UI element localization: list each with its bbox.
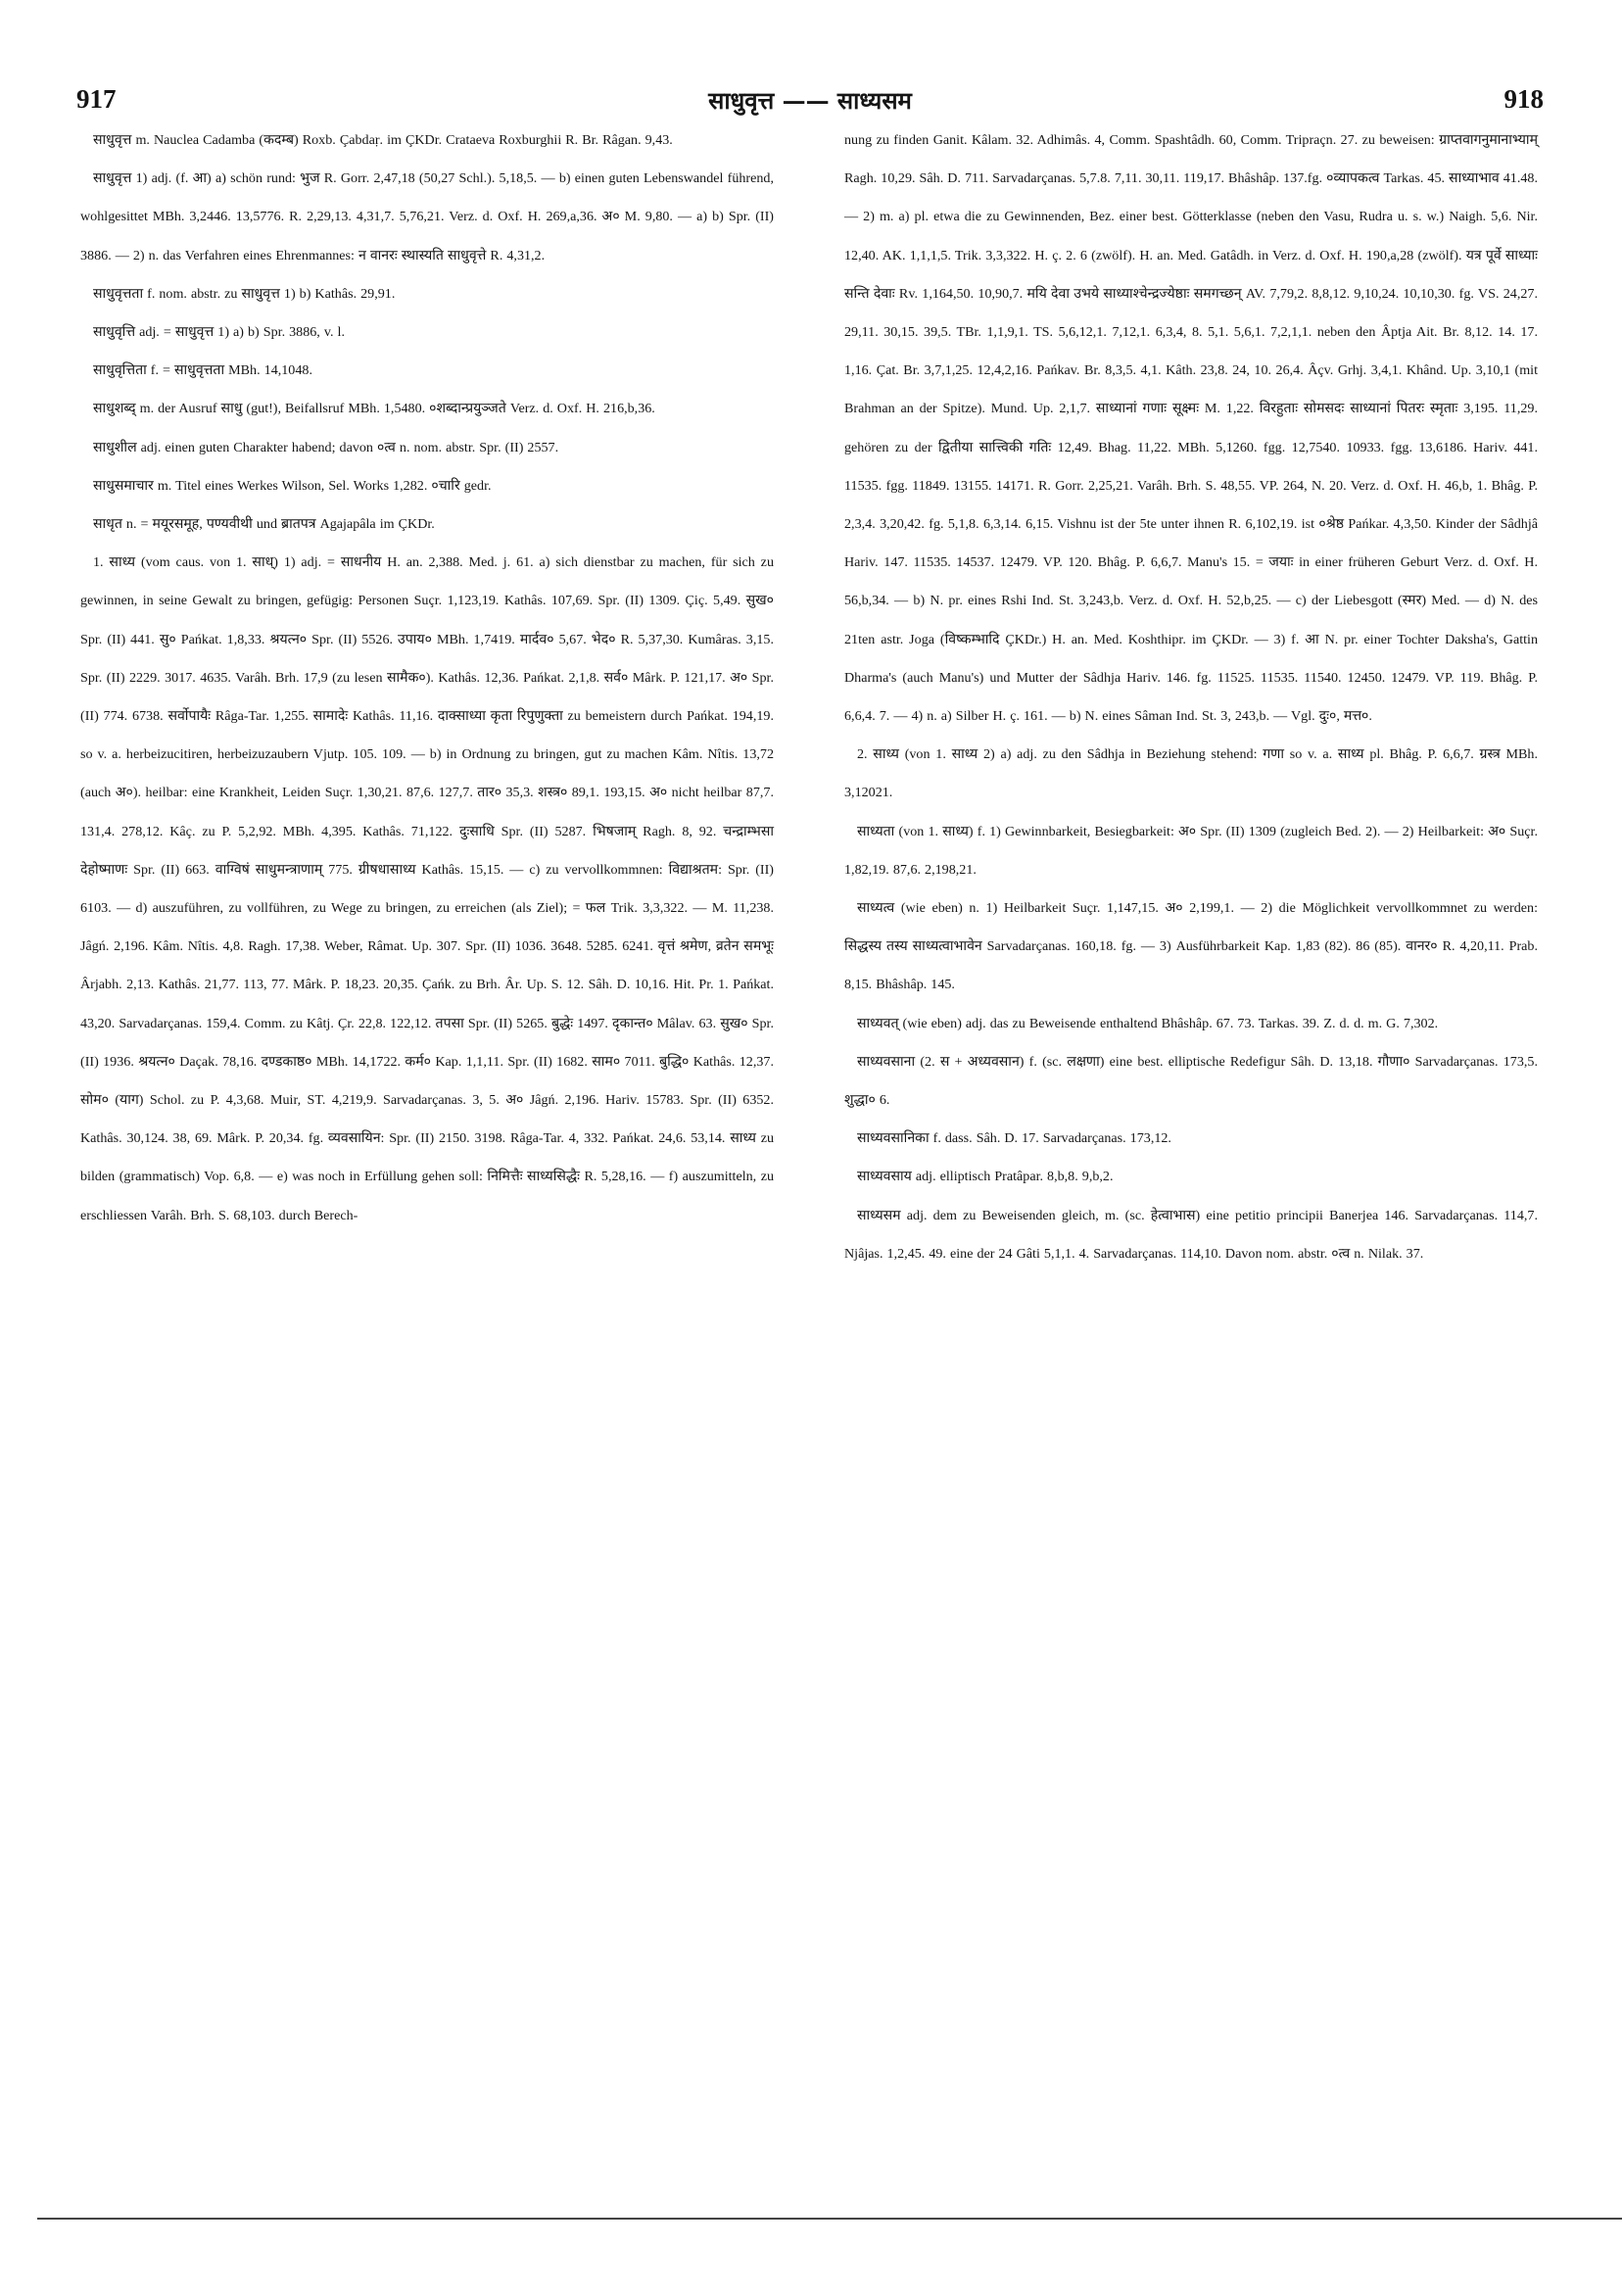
entry-sadhyavat: साध्यवत् (wie eben) adj. das zu Beweisende enthaltend Bhâshâp. 67. 73. Tarkas. 39. Z. d. d. m. G. 7,302. xyxy=(857,1015,1439,1031)
entry-sadhrta: साधृत n. = मयूरसमूह, पण्यवीथी und ब्रातपत्र Agajapâla im ÇKDr. xyxy=(93,516,435,533)
left-column xyxy=(80,121,774,1235)
entry-sadhuvrtti: साधुवृत्ति adj. = साधुवृत्त 1) a) b) Spr. 3886, v. l. xyxy=(93,324,345,341)
right-column xyxy=(844,121,1538,1273)
entry-sadhya-1: 1. साध्य (vom caus. von 1. साध्) 1) adj. = साधनीय H. an. 2,388. Med. j. 61. a) sich dienstbar zu machen, für sich zu gewinnen, in seine Gewalt zu bringen, gefügig: Personen Suçr. 1,123,19. Kathâs. 107,69. Spr. (II) 1309. Çiç. 5,49. सुख० Spr. (II) 441. सु० Pańkat. 1,8,33. श्रयत्न० Spr. (II) 5526. उपाय० MBh. 1,7419. मार्दव० 5,67. भेद० R. 5,37,30. Kumâras. 3,15. Spr. (II) 2229. 3017. 4635. Varâh. Brh. 17,9 (zu lesen सामैक०). Kathâs. 12,36. Pańkat. 2,1,8. सर्व० Mârk. P. 121,17. अ० Spr. (II) 774. 6738. सर्वोपायैः Râga-Tar. 1,255. सामादेः Kathâs. 11,16. दाक्साध्या कृता रिपुणुक्ता zu bemeistern durch Pańkat. 194,19. so v. a. herbeizucitiren, herbeizuzaubern Vjutp. 105. 109. — b) in Ordnung zu bringen, gut zu machen Kâm. Nîtis. 13,72 (auch अ०). heilbar: eine Krankheit, Leiden Suçr. 1,30,21. 87,6. 127,7. तार० 35,3. शस्त्र० 89,1. 193,15. अ० nicht heilbar 87,7. 131,4. 278,12. Kâç. zu P. 5,2,92. MBh. 4,395. Kathâs. 71,122. दुःसाधि Spr. (II) 5287. भिषजाम् Ragh. 8, 92. चन्द्राम्भसा देहोष्माणः Spr. (II) 663. वाग्विषं साधुमन्त्राणाम् 775. ग्रीषधासाध्य Kathâs. 15,15. — c) zu vervollkommnen: विद्याश्रतम: Spr. (II) 6103. — d) auszuführen, zu vollführen, zu Wege zu bringen, zu erreichen (als Ziel); = फल Trik. 3,3,322. — M. 11,238. Jâgń. 2,196. Kâm. Nîtis. 4,8. Ragh. 17,38. Weber, Râmat. Up. 307. Spr. (II) 1036. 3648. 5285. 6241. वृत्तं श्रमेण, व्रतेन समभूः Ârjabh. 2,13. Kathâs. 21,77. 113, 77. Mârk. P. 18,23. 20,35. Çańk. zu Brh. Âr. Up. S. 12. Sâh. D. 10,16. Hit. Pr. 1. Pańkat. 43,20. Sarvadarçanas. 159,4. Comm. zu Kâtj. Çr. 22,8. 122,12. तपसा Spr. (II) 5265. बुद्धेः 1497. दृकान्त० Mâlav. 63. सुख० Spr. (II) 1936. श्रयत्न० Daçak. 78,16. दण्डकाष्ठ० MBh. 14,1722. कर्म० Kap. 1,1,11. Spr. (II) 1682. साम० 7011. बुद्धि० Kathâs. 12,37. सोम० (याग) Schol. zu P. 4,3,68. Muir, ST. 4,219,9. Sarvadarçanas. 3, 5. अ० Jâgń. 2,196. Hariv. 15783. Spr. (II) 6352. Kathâs. 30,124. 38, 69. Mârk. P. 20,34. fg. व्यवसायिन: Spr. (II) 2150. 3198. Râga-Tar. 4, 332. Pańkat. 24,6. 53,14. साध्य zu bilden (grammatisch) Vop. 6,8. — e) was noch in Erfüllung gehen soll: निमित्तैः साध्यसिद्धैः R. 5,28,16. — f) auszumitteln, zu erschliessen Varâh. Brh. S. 68,103. durch Berech- xyxy=(80,554,774,1223)
entry-sadhyavasana: साध्यवसाना (2. स + अध्यवसान) f. (sc. लक्षणा) eine best. elliptische Redefigur Sâh. D. 13,18. गौणा० Sarvadarçanas. 173,5. शुद्धा० 6. xyxy=(844,1053,1538,1109)
footer-rule xyxy=(37,2218,1622,2220)
running-head: साधुवृत्त —— साध्यसम xyxy=(708,86,912,115)
entry-sadhusabda: साधुशब्द् m. der Ausruf साधु (gut!), Beifallsruf MBh. 1,5480. ०शब्दान्प्रयुञ्जते Verz. d. Oxf. H. 216,b,36. xyxy=(93,401,655,417)
entry-sadhuvrtta-nauclea: साधुवृत्त m. Nauclea Cadamba (कदम्ब) Roxb. Çabdaṛ. im ÇKDr. Crataeva Roxburghii R. Br. Râgan. 9,43. xyxy=(93,132,673,148)
entry-sadhya-1-continued: nung zu finden Ganit. Kâlam. 32. Adhimâs. 4, Comm. Spashtâdh. 60, Comm. Tripraçn. 27. zu beweisen: ग्राप्तवागनुमानाभ्याम् Ragh. 10,29. Sâh. D. 711. Sarvadarçanas. 5,7.8. 7,11. 30,11. 119,17. Bhâshâp. 137.fg. ०व्यापकत्व Tarkas. 45. साध्याभाव 41.48. — 2) m. a) pl. etwa die zu Gewinnenden, Bez. einer best. Götterklasse (neben den Vasu, Rudra u. s. w.) Naigh. 5,6. Nir. 12,40. AK. 1,1,1,5. Trik. 3,3,322. H. ç. 2. 6 (zwölf). H. an. Med. Gatâdh. in Verz. d. Oxf. H. 190,a,28 (zwölf). यत्र पूर्वे साध्याः सन्ति देवाः Rv. 1,164,50. 10,90,7. मयि देवा उभये साध्याश्चेन्द्रज्येष्ठाः समगच्छन् AV. 7,79,2. 8,8,12. 9,10,24. 10,10,30. fg. VS. 24,27. 29,11. 30,15. 39,5. TBr. 1,1,9,1. TS. 5,6,12,1. 7,12,1. 6,3,4, 8. 5,1. 5,6,1. 7,2,1,1. neben den Âptja Ait. Br. 8,12. 14. 17. 1,16. Çat. Br. 3,7,1,25. 12,4,2,16. Pańkav. Br. 8,3,5. 4,1. Kâth. 23,8. 24, 10. 26,4. Âçv. Grhj. 3,4,1. Khând. Up. 3,10,1 (mit Brahman an der Spitze). Mund. Up. 2,1,7. साध्यानां गणाः सूक्ष्मः M. 1,22. विरहुताः सोमसदः साध्यानां पितरः स्मृताः 3,195. 11,29. gehören zu der द्वितीया सात्त्विकी गतिः 12,49. Bhag. 11,22. MBh. 5,1260. fgg. 12,7540. 10933. fgg. 13,6186. Hariv. 441. 11535. fgg. 11849. 13155. 14171. R. Gorr. 2,25,21. Varâh. Brh. S. 48,55. VP. 264, N. 20. Verz. d. Oxf. H. 46,b, 1. Bhâg. P. 2,3,4. 3,20,42. fg. 5,1,8. 6,3,14. 6,15. Vishnu ist der 5te unter ihnen R. 6,102,19. ist ०श्रेष्ठ Pańkar. 4,3,50. Kinder der Sâdhjâ Hariv. 147. 11535. 14537. 12479. VP. 120. Bhâg. P. 6,6,7. Manu's 15. = जयाः in einer früheren Geburt Verz. d. Oxf. H. 56,b,34. — b) N. pr. eines Rshi Ind. St. 3,243,b. Verz. d. Oxf. H. 52,b,25. — c) der Liebesgott (स्मर) Med. — d) N. des 21ten astr. Joga (विष्कम्भादि ÇKDr.) H. an. Med. Koshthipr. im ÇKDr. — 3) f. आ N. pr. einer Tochter Daksha's, Gattin Dharma's (auch Manu's) und Mutter der Sâdhja Hariv. 146. fg. 11525. 11535. 11540. 12450. 12479. VP. 119. Bhâg. P. 6,6,4. 7. — 4) n. a) Silber H. ç. 161. — b) N. eines Sâman Ind. St. 3, 243,b. — Vgl. दुः०, मत्त०. xyxy=(844,132,1538,725)
entry-sadhya-2: 2. साध्य (von 1. साध्य 2) a) adj. zu den Sâdhja in Beziehung stehend: गणा so v. a. साध्य pl. Bhâg. P. 6,6,7. ग्रस्त्र MBh. 3,12021. xyxy=(844,746,1538,801)
page-number-left: 917 xyxy=(76,84,117,114)
entry-sadhuvrttata: साधुवृत्तता f. nom. abstr. zu साधुवृत्त 1) b) Kathâs. 29,91. xyxy=(93,285,396,302)
entry-sadhyavasaya: साध्यवसाय adj. elliptisch Pratâpar. 8,b,8. 9,b,2. xyxy=(857,1169,1114,1185)
entry-sadhusila: साधुशील adj. einen guten Charakter habend; davon ०त्व n. nom. abstr. Spr. (II) 2557. xyxy=(93,439,559,455)
entry-sadhusamacara: साधुसमाचार m. Titel eines Werkes Wilson, Sel. Works 1,282. ०चारि gedr. xyxy=(93,477,492,494)
entry-sadhyavasanika: साध्यवसानिका f. dass. Sâh. D. 17. Sarvadarçanas. 173,12. xyxy=(857,1130,1171,1147)
entry-sadhuvrtta-adj: साधुवृत्त 1) adj. (f. आ) a) schön rund: भुज R. Gorr. 2,47,18 (50,27 Schl.). 5,18,5. — b) einen guten Lebenswandel führend, wohlgesittet MBh. 3,2446. 13,5776. R. 2,29,13. 4,31,7. 5,76,21. Verz. d. Oxf. H. 269,a,36. अ० M. 9,80. — a) b) Spr. (II) 3886. — 2) n. das Verfahren eines Ehrenmannes: न वानरः स्थास्यति साधुवृत्ते R. 4,31,2. xyxy=(80,170,774,263)
entry-sadhyatva: साध्यत्व (wie eben) n. 1) Heilbarkeit Suçr. 1,147,15. अ० 2,199,1. — 2) die Möglichkeit vervollkommnet zu werden: सिद्धस्य तस्य साध्यत्वाभावेन Sarvadarçanas. 160,18. fg. — 3) Ausführbarkeit Kap. 1,83 (82). 86 (85). वानर० R. 4,20,11. Prab. 8,15. Bhâshâp. 145. xyxy=(844,900,1538,993)
entry-sadhuvrttita: साधुवृत्तिता f. = साधुवृत्तता MBh. 14,1048. xyxy=(93,362,312,379)
page-header xyxy=(76,84,1544,123)
entry-sadhyata: साध्यता (von 1. साध्य) f. 1) Gewinnbarkeit, Besiegbarkeit: अ० Spr. (II) 1309 (zugleich Bed. 2). — 2) Heilbarkeit: अ० Suçr. 1,82,19. 87,6. 2,198,21. xyxy=(844,823,1538,878)
entry-sadhyasama: साध्यसम adj. dem zu Beweisenden gleich, m. (sc. हेत्वाभास) eine petitio principii Banerjea 146. Sarvadarçanas. 114,7. Njâjas. 1,2,45. 49. eine der 24 Gâti 5,1,1. 4. Sarvadarçanas. 114,10. Davon nom. abstr. ०त्व n. Nilak. 37. xyxy=(844,1207,1538,1262)
page-number-right: 918 xyxy=(1503,84,1544,114)
